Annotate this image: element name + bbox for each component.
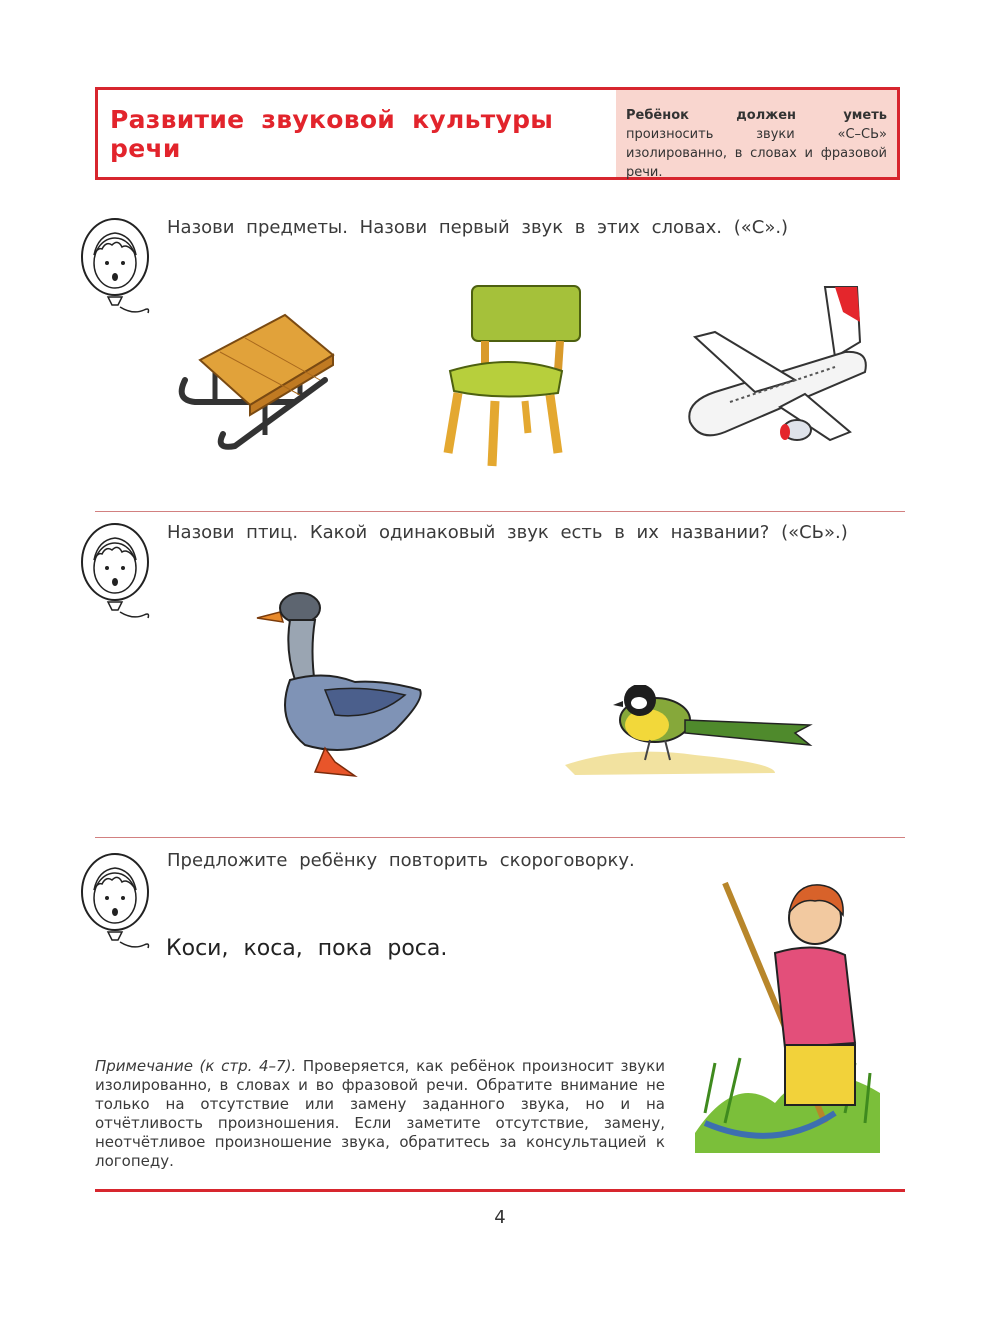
skill-note — [616, 90, 897, 180]
child-face-icon — [78, 520, 156, 630]
titmouse-image — [565, 685, 815, 777]
task-2-text: Назови птиц. Какой одинаковый звук есть в их названии? («СЬ».) — [167, 522, 848, 543]
task-1-text: Назови предметы. Назови первый звук в этих словах. («С».) — [167, 217, 789, 238]
airplane-image — [685, 282, 880, 450]
task-3-text: Предложите ребёнку повторить скороговорку. — [167, 850, 635, 871]
skill-note-text: произносить звуки «С–СЬ» изолированно, в словах и фразовой речи. — [626, 127, 887, 180]
teacher-note — [95, 1057, 665, 1171]
skill-note-bold: Ребёнок должен уметь — [626, 108, 887, 123]
goose-image — [255, 590, 427, 780]
page-title: Развитие звуковой культуры речи — [110, 104, 554, 163]
sled-image — [175, 310, 335, 452]
tongue-twister: Коси, коса, пока роса. — [166, 936, 448, 961]
teacher-note-text: Проверяется, как ребёнок произносит звуки изолированно, в словах и во фразовой речи. Обратите внимание не только на отсутствие или замену заданного звука, но и на отчётливость произношения. Если заметите отсутствие, замену, неотчётливое произношение звука, обратитесь за консультацией к логопеду. — [95, 1057, 665, 1170]
header-box — [95, 87, 900, 180]
boy-with-scythe-image — [695, 873, 880, 1153]
child-face-icon — [78, 850, 156, 960]
section-divider-2 — [95, 837, 905, 838]
chair-image — [440, 283, 585, 468]
child-face-icon — [78, 215, 156, 325]
footer-rule — [95, 1189, 905, 1192]
page-number: 4 — [494, 1207, 506, 1228]
section-divider-1 — [95, 511, 905, 512]
teacher-note-heading: Примечание (к стр. 4–7). — [95, 1057, 297, 1075]
